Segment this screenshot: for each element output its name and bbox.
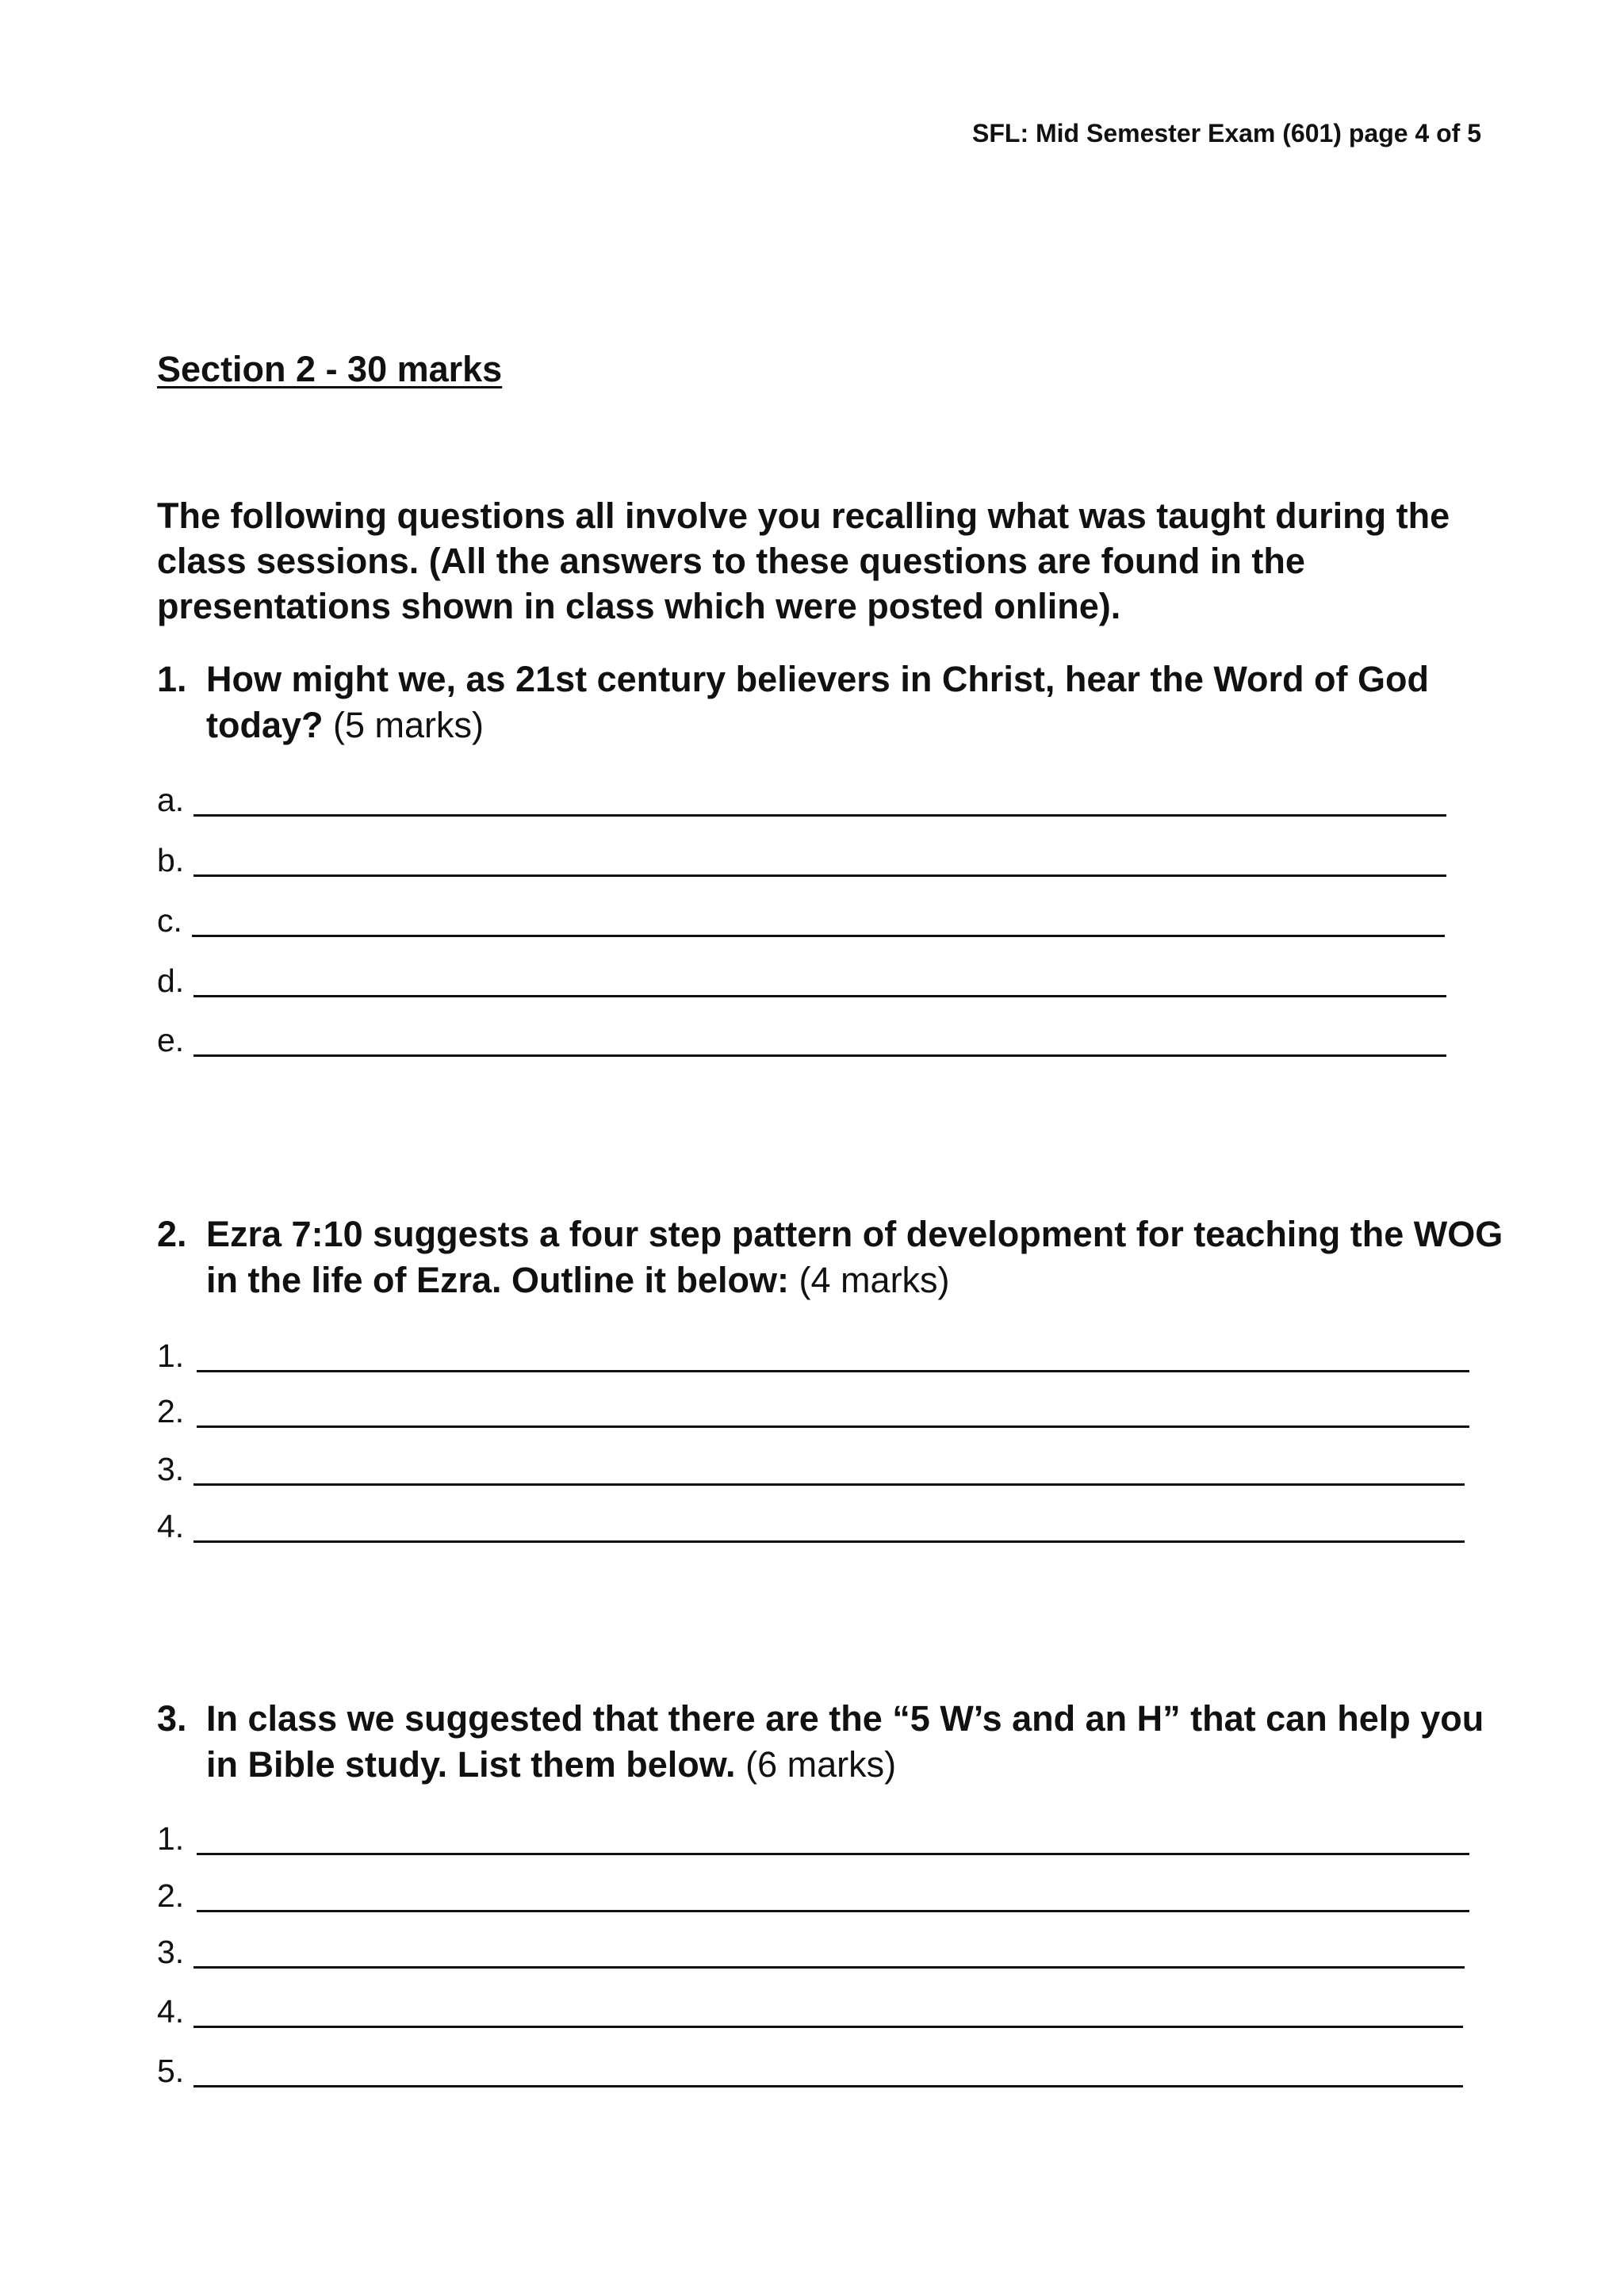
answer-line[interactable] <box>197 1910 1469 1912</box>
question-number: 2. <box>157 1214 187 1254</box>
answer-line[interactable] <box>193 1054 1446 1057</box>
answer-label: b. <box>157 842 185 878</box>
answer-line[interactable] <box>192 935 1445 937</box>
answer-line[interactable] <box>193 814 1446 817</box>
answer-label: 4. <box>157 1993 185 2030</box>
question-text: How might we, as 21st century believers in Christ, hear the Word of God today? <box>206 659 1429 745</box>
question-2 <box>157 1211 1505 1303</box>
answer-line[interactable] <box>193 2085 1463 2087</box>
question-3 <box>157 1696 1505 1788</box>
answer-label: 5. <box>157 2053 185 2089</box>
answer-label: 2. <box>157 1393 185 1429</box>
answer-line[interactable] <box>193 874 1446 877</box>
question-1 <box>157 656 1505 748</box>
answer-label: 1. <box>157 1820 185 1857</box>
answer-label: 3. <box>157 1934 185 1970</box>
page-header: SFL: Mid Semester Exam (601) page 4 of 5 <box>972 119 1481 147</box>
answer-label: 4. <box>157 1508 185 1544</box>
answer-label: 1. <box>157 1337 185 1374</box>
answer-line[interactable] <box>193 1540 1465 1543</box>
answer-line[interactable] <box>193 995 1446 997</box>
answer-line[interactable] <box>193 1483 1465 1486</box>
answer-label: 3. <box>157 1451 185 1487</box>
question-number: 3. <box>157 1698 187 1739</box>
answer-line[interactable] <box>193 1966 1465 1969</box>
answer-label: a. <box>157 782 185 818</box>
answer-label: d. <box>157 962 185 999</box>
question-marks: (5 marks) <box>333 705 485 745</box>
question-text: Ezra 7:10 suggests a four step pattern of development for teaching the WOG in the life of Ezra. Outline it below: <box>206 1214 1503 1300</box>
answer-line[interactable] <box>197 1370 1469 1372</box>
question-number: 1. <box>157 659 187 699</box>
answer-label: 2. <box>157 1877 185 1914</box>
answer-line[interactable] <box>193 2026 1463 2028</box>
answer-line[interactable] <box>197 1853 1469 1855</box>
question-marks: (6 marks) <box>745 1744 897 1785</box>
question-text: In class we suggested that there are the “5 W’s and an H” that can help you in Bible study. List them below. <box>206 1698 1484 1785</box>
answer-line[interactable] <box>197 1425 1469 1428</box>
section-intro: The following questions all involve you recalling what was taught during the class sessions. (All the answers to these questions are found in the presentations shown in class which were posted online). <box>157 496 1450 626</box>
answer-label: c. <box>157 902 182 939</box>
answer-label: e. <box>157 1022 185 1058</box>
section-title: Section 2 - 30 marks <box>157 349 503 389</box>
question-marks: (4 marks) <box>799 1260 950 1300</box>
